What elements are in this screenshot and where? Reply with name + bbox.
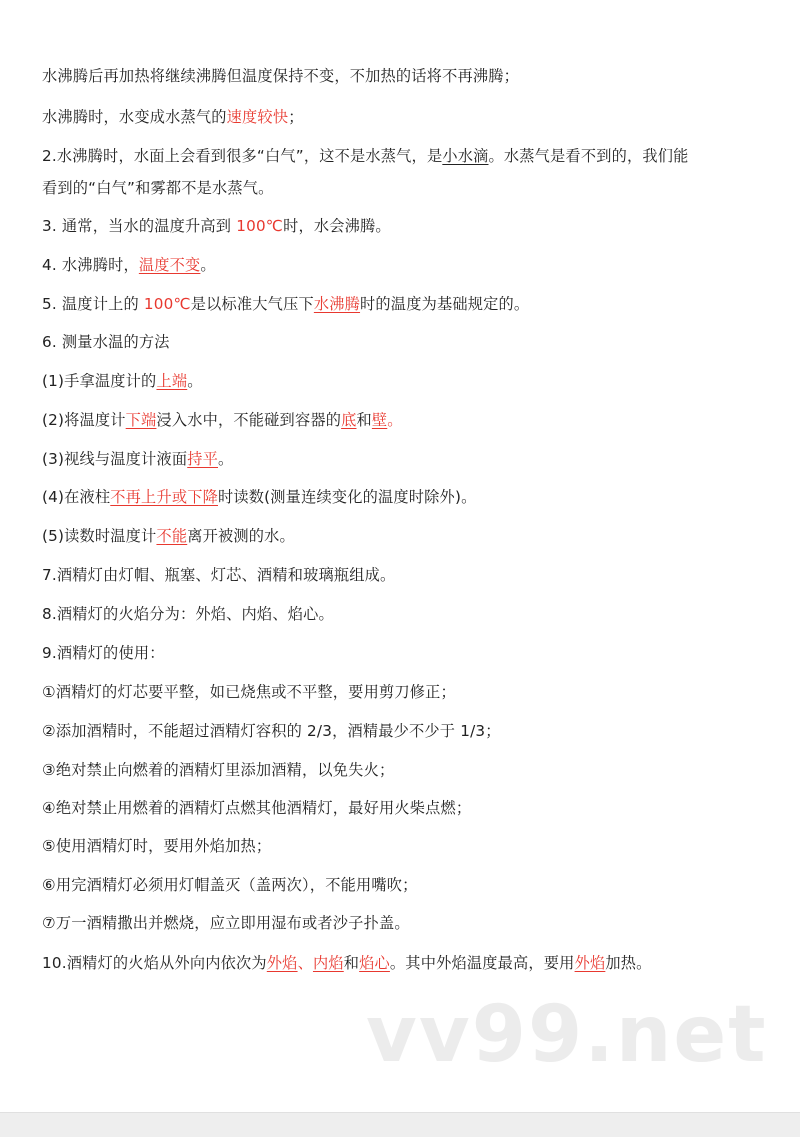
text-segment: 8.酒精灯的火焰分为：外焰、内焰、焰心。 bbox=[42, 605, 334, 623]
text-segment: ⑦万一酒精撒出并燃烧，应立即用湿布或者沙子扑盖。 bbox=[42, 914, 410, 932]
highlighted-text: 内焰 bbox=[312, 954, 344, 972]
text-line-24 bbox=[42, 953, 652, 973]
text-segment: 水沸腾后再加热将继续沸腾但温度保持不变，不加热的话将不再沸腾； bbox=[42, 67, 520, 85]
text-segment: 10.酒精灯的火焰从外向内依次为 bbox=[42, 954, 267, 972]
text-line-2 bbox=[42, 107, 304, 127]
page-bottom-edge bbox=[0, 1112, 800, 1137]
highlighted-text: 不再上升或下降 bbox=[110, 488, 218, 506]
text-segment: ； bbox=[288, 108, 304, 126]
text-segment: 。水蒸气是看不到的，我们能 bbox=[488, 147, 689, 165]
text-segment: 离开被测的水。 bbox=[187, 527, 295, 545]
highlighted-text: 上端 bbox=[156, 372, 188, 390]
highlighted-text: 水沸腾 bbox=[313, 295, 361, 313]
text-segment: 加热。 bbox=[605, 954, 652, 972]
text-line-13 bbox=[42, 526, 295, 546]
watermark-text: vv99.net bbox=[366, 990, 768, 1080]
text-segment: 9.酒精灯的使用： bbox=[42, 644, 165, 662]
text-line-20 bbox=[42, 798, 471, 818]
text-segment: 和 bbox=[356, 411, 372, 429]
text-line-19 bbox=[42, 760, 394, 780]
highlighted-text: 。 bbox=[387, 411, 403, 429]
text-segment: ④绝对禁止用燃着的酒精灯点燃其他酒精灯，最好用火柴点燃； bbox=[42, 799, 472, 817]
text-segment: (2)将温度计 bbox=[42, 411, 126, 429]
highlighted-text: 下端 bbox=[125, 411, 157, 429]
text-segment: (4)在液柱 bbox=[42, 488, 111, 506]
text-segment: 时，水会沸腾。 bbox=[283, 217, 391, 235]
text-line-1 bbox=[42, 66, 519, 86]
text-segment: ③绝对禁止向燃着的酒精灯里添加酒精，以免失火； bbox=[42, 761, 395, 779]
text-line-18 bbox=[42, 721, 501, 741]
text-segment: (3)视线与温度计液面 bbox=[42, 450, 188, 468]
text-line-11 bbox=[42, 449, 233, 469]
text-line-15 bbox=[42, 604, 334, 624]
text-segment: 时读数(测量连续变化的温度时除外)。 bbox=[218, 488, 477, 506]
text-line-3 bbox=[42, 146, 689, 166]
text-segment: ①酒精灯的灯芯要平整，如已烧焦或不平整，要用剪刀修正； bbox=[42, 683, 456, 701]
text-line-10 bbox=[42, 410, 403, 430]
highlighted-text: 不能 bbox=[156, 527, 188, 545]
text-line-21 bbox=[42, 836, 271, 856]
text-segment: (5)读数时温度计 bbox=[42, 527, 157, 545]
text-line-8 bbox=[42, 332, 170, 352]
text-line-12 bbox=[42, 487, 476, 507]
text-segment: 和 bbox=[343, 954, 360, 972]
text-segment: ②添加酒精时，不能超过酒精灯容积的 2/3，酒精最少不少于 1/3； bbox=[42, 722, 501, 740]
highlighted-text: 100℃ bbox=[143, 295, 191, 313]
highlighted-text: 温度不变 bbox=[138, 256, 201, 274]
text-segment: 。 bbox=[187, 372, 203, 390]
text-segment: 5. 温度计上的 bbox=[42, 295, 144, 313]
text-line-6 bbox=[42, 255, 216, 275]
text-segment: 6. 测量水温的方法 bbox=[42, 333, 170, 351]
text-segment: (1)手拿温度计的 bbox=[42, 372, 157, 390]
text-segment: 。 bbox=[218, 450, 234, 468]
text-line-22 bbox=[42, 875, 418, 895]
highlighted-text: 速度较快 bbox=[226, 108, 289, 126]
text-segment: 看到的“白气”和雾都不是水蒸气。 bbox=[42, 179, 274, 197]
highlighted-text: 、 bbox=[297, 954, 313, 972]
text-line-5 bbox=[42, 216, 391, 236]
text-segment: 水沸腾时，水变成水蒸气的 bbox=[42, 108, 227, 126]
highlighted-text: 外焰 bbox=[266, 954, 298, 972]
text-segment: 2.水沸腾时，水面上会看到很多“白气”，这不是水蒸气，是 bbox=[42, 147, 443, 165]
highlighted-text: 焰心 bbox=[359, 954, 390, 972]
text-line-23 bbox=[42, 913, 410, 933]
text-segment: ⑥用完酒精灯必须用灯帽盖灭（盖两次），不能用嘴吹； bbox=[42, 876, 418, 894]
highlighted-text: 外焰 bbox=[574, 954, 606, 972]
highlighted-text: 小水滴 bbox=[442, 147, 489, 165]
text-line-7 bbox=[42, 294, 529, 314]
text-line-14 bbox=[42, 565, 395, 585]
text-segment: 3. 通常，当水的温度升高到 bbox=[42, 217, 237, 235]
text-line-4 bbox=[42, 178, 274, 198]
text-segment: 。 bbox=[200, 256, 216, 274]
highlighted-text: 底 bbox=[341, 411, 357, 429]
highlighted-text: 100℃ bbox=[236, 217, 284, 235]
text-segment: 浸入水中，不能碰到容器的 bbox=[156, 411, 342, 429]
text-segment: 时的温度为基础规定的。 bbox=[360, 295, 530, 313]
text-segment: ⑤使用酒精灯时，要用外焰加热； bbox=[42, 837, 272, 855]
highlighted-text: 壁 bbox=[371, 411, 388, 429]
text-segment: 是以标准大气压下 bbox=[190, 295, 314, 313]
text-line-17 bbox=[42, 682, 456, 702]
text-line-16 bbox=[42, 643, 165, 663]
highlighted-text: 持平 bbox=[187, 450, 218, 468]
text-segment: 。其中外焰温度最高，要用 bbox=[389, 954, 575, 972]
text-segment: 4. 水沸腾时， bbox=[42, 256, 139, 274]
text-segment: 7.酒精灯由灯帽、瓶塞、灯芯、酒精和玻璃瓶组成。 bbox=[42, 566, 396, 584]
text-line-9 bbox=[42, 371, 203, 391]
